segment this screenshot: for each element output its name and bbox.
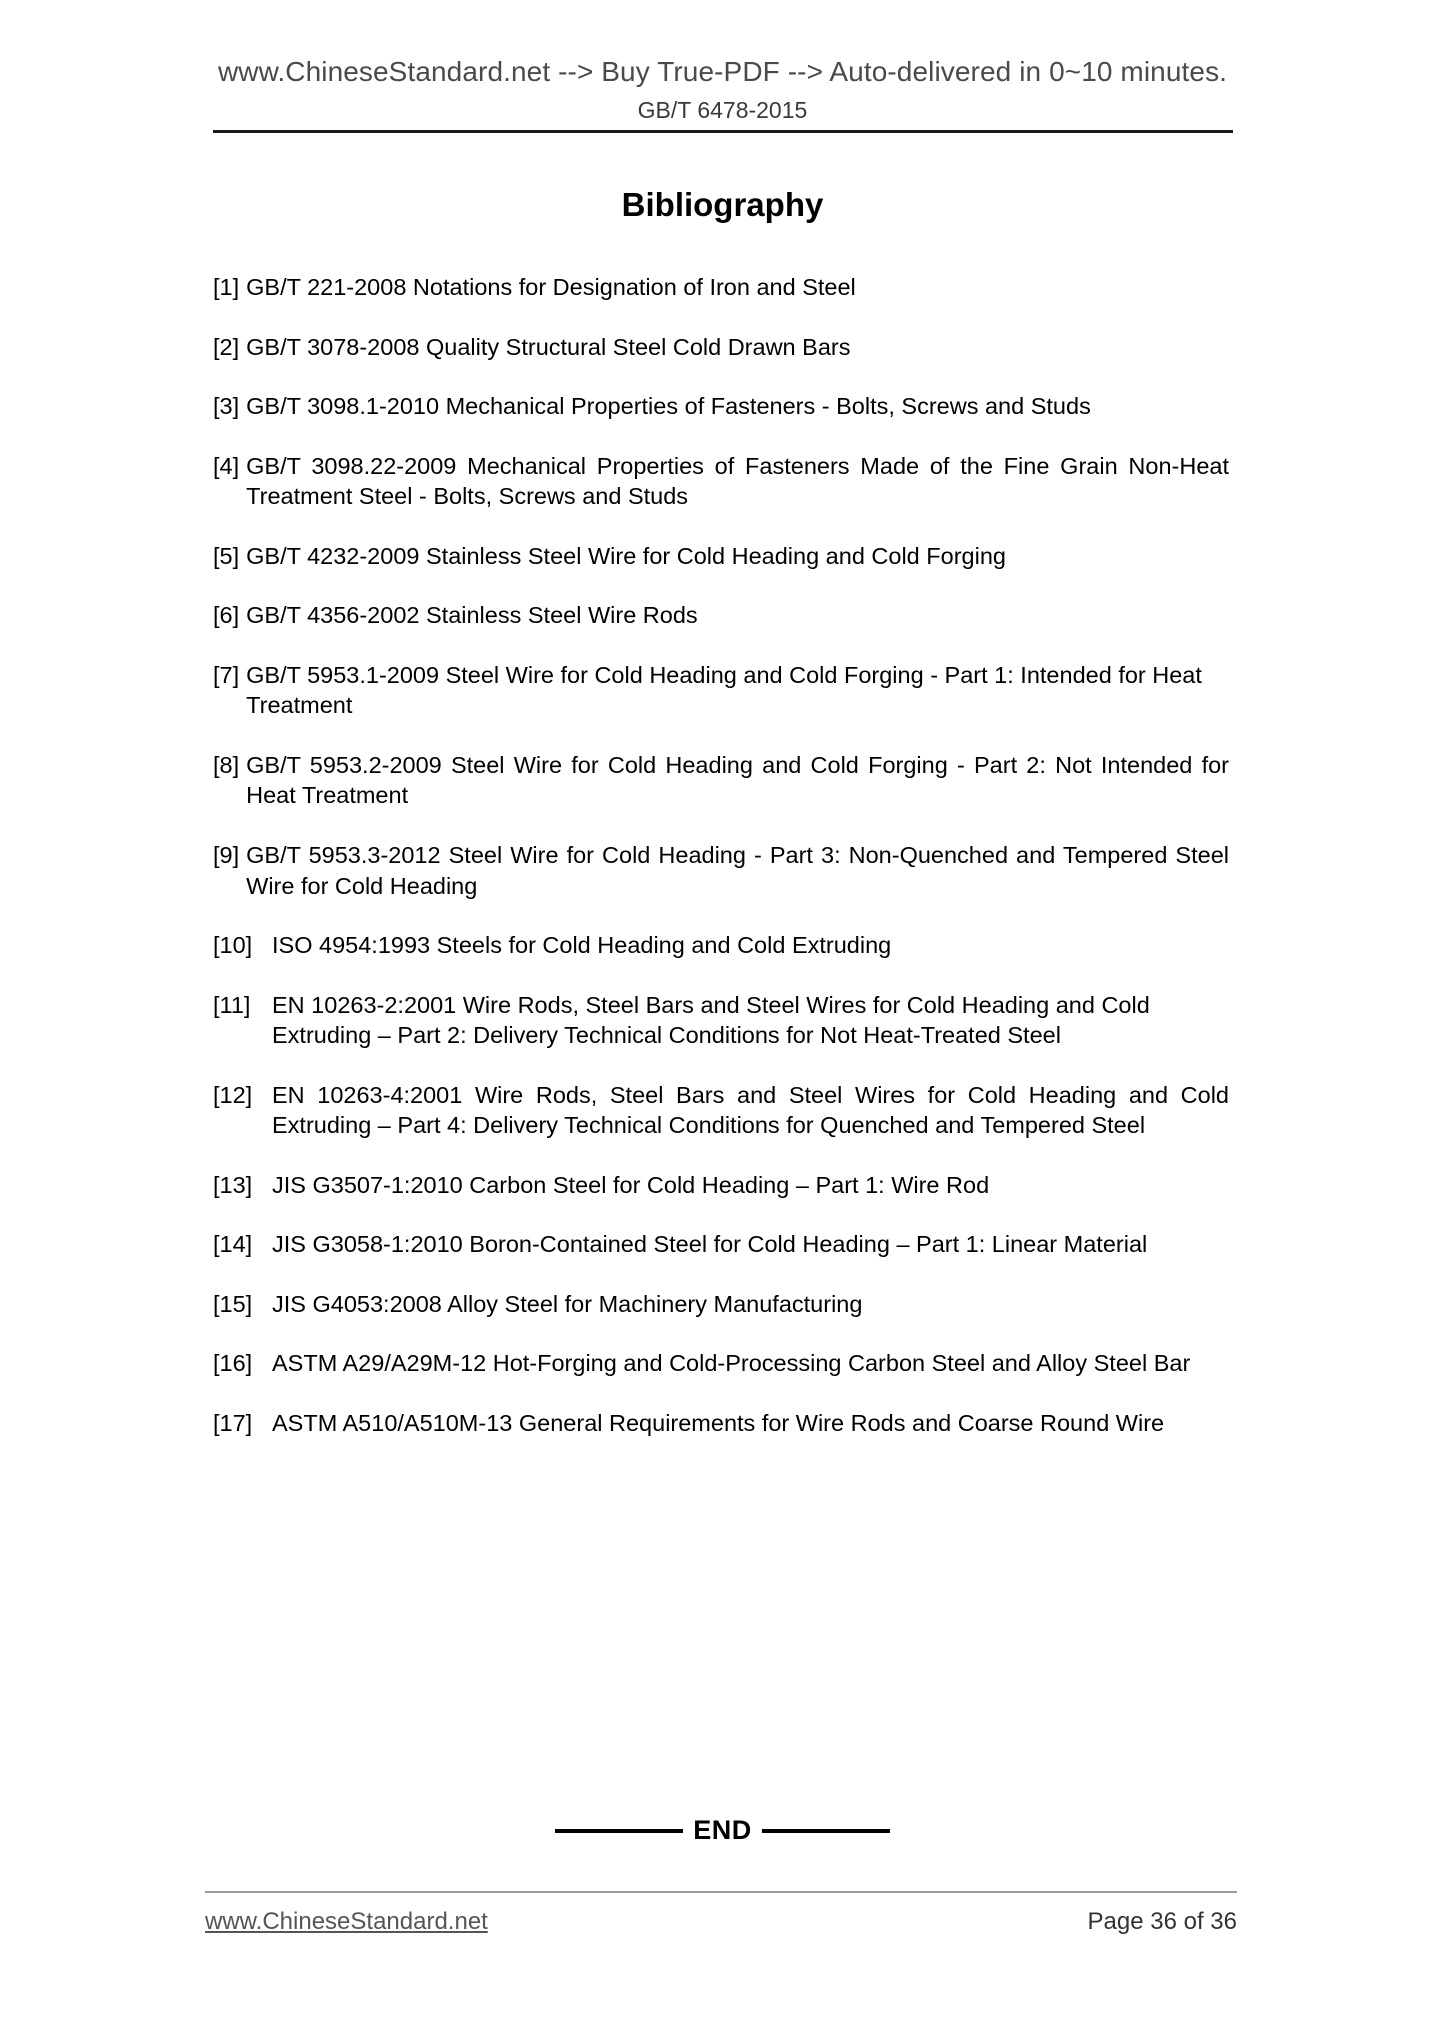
reference-number: [11]: [213, 991, 251, 1018]
bibliography-entry: [213, 1080, 1229, 1141]
reference-number: [16]: [213, 1350, 253, 1377]
end-rule-left: [555, 1829, 683, 1833]
footer-site-link[interactable]: www.ChineseStandard.net: [205, 1908, 488, 1935]
reference-number: [7]: [213, 661, 240, 688]
reference-text: GB/T 3098.22-2009 Mechanical Properties of Fasteners Made of the Fine Grain Non-Heat Treatment Steel - Bolts, Screws and Studs: [246, 452, 1229, 510]
reference-number: [6]: [213, 602, 240, 629]
reference-text: JIS G3507-1:2010 Carbon Steel for Cold Heading – Part 1: Wire Rod: [272, 1171, 990, 1198]
page-title: Bibliography: [621, 186, 824, 223]
end-marker: [0, 1815, 1445, 1846]
end-rule-right: [762, 1829, 890, 1833]
reference-text: JIS G3058-1:2010 Boron-Contained Steel for Cold Heading – Part 1: Linear Material: [272, 1231, 1148, 1258]
reference-text: GB/T 5953.3-2012 Steel Wire for Cold Heading - Part 3: Non-Quenched and Tempered Steel Wire for Cold Heading: [246, 842, 1229, 899]
bibliography-entry: [213, 332, 1229, 363]
bibliography-entry: [213, 451, 1229, 512]
bibliography-entry: [213, 660, 1229, 721]
reference-text: GB/T 5953.1-2009 Steel Wire for Cold Heading and Cold Forging - Part 1: Intended for Heat Treatment: [246, 661, 1202, 719]
reference-number: [10]: [213, 932, 253, 959]
reference-number: [12]: [213, 1081, 253, 1108]
header-standard-number: GB/T 6478-2015: [637, 97, 808, 123]
reference-number: [1]: [213, 274, 240, 300]
reference-number: [3]: [213, 393, 240, 420]
reference-number: [15]: [213, 1290, 253, 1317]
reference-text: GB/T 4356-2002 Stainless Steel Wire Rods: [246, 602, 698, 629]
reference-text: GB/T 221-2008 Notations for Designation of Iron and Steel: [246, 274, 856, 300]
page-footer: [205, 1908, 1237, 1936]
bibliography-entry: [213, 1289, 1229, 1320]
reference-text: ASTM A29/A29M-12 Hot-Forging and Cold-Processing Carbon Steel and Alloy Steel Bar: [272, 1350, 1191, 1377]
end-label: END: [693, 1815, 752, 1845]
reference-text: EN 10263-4:2001 Wire Rods, Steel Bars and Steel Wires for Cold Heading and Cold Extruding – Part 4: Delivery Technical Conditions for Quenched and Tempered Steel: [272, 1081, 1229, 1139]
reference-number: [14]: [213, 1231, 253, 1258]
reference-text: GB/T 3098.1-2010 Mechanical Properties of Fasteners - Bolts, Screws and Studs: [246, 393, 1091, 420]
header-divider: [213, 130, 1233, 133]
reference-number: [8]: [213, 751, 240, 778]
bibliography-entry: [213, 930, 1229, 961]
reference-text: GB/T 5953.2-2009 Steel Wire for Cold Heading and Cold Forging - Part 2: Not Intended for Heat Treatment: [246, 751, 1229, 809]
bibliography-list: [213, 272, 1229, 1468]
bibliography-entry: [213, 750, 1229, 811]
reference-text: ASTM A510/A510M-13 General Requirements for Wire Rods and Coarse Round Wire: [272, 1410, 1165, 1437]
reference-number: [9]: [213, 842, 240, 869]
reference-number: [17]: [213, 1410, 253, 1437]
header-promo-text: www.ChineseStandard.net --> Buy True-PDF --> Auto-delivered in 0~10 minutes.: [217, 56, 1228, 87]
reference-text: JIS G4053:2008 Alloy Steel for Machinery Manufacturing: [272, 1290, 863, 1317]
footer-divider: [205, 1891, 1237, 1893]
reference-text: GB/T 3078-2008 Quality Structural Steel Cold Drawn Bars: [246, 333, 851, 360]
bibliography-entry: [213, 1170, 1229, 1201]
bibliography-entry: [213, 1408, 1229, 1439]
bibliography-entry: [213, 541, 1229, 572]
reference-text: EN 10263-2:2001 Wire Rods, Steel Bars and Steel Wires for Cold Heading and Cold Extruding – Part 2: Delivery Technical Conditions for Not Heat-Treated Steel: [272, 991, 1150, 1049]
reference-number: [13]: [213, 1171, 253, 1198]
reference-number: [4]: [213, 452, 240, 479]
bibliography-entry: [213, 990, 1229, 1051]
reference-text: ISO 4954:1993 Steels for Cold Heading and Cold Extruding: [272, 932, 892, 959]
bibliography-entry: [213, 840, 1229, 901]
bibliography-entry: [213, 1229, 1229, 1260]
bibliography-entry: [213, 600, 1229, 631]
bibliography-entry: [213, 1348, 1229, 1379]
bibliography-entry: [213, 391, 1229, 422]
bibliography-entry: [213, 272, 1229, 303]
reference-text: GB/T 4232-2009 Stainless Steel Wire for Cold Heading and Cold Forging: [246, 542, 1006, 569]
reference-number: [5]: [213, 542, 240, 569]
reference-number: [2]: [213, 333, 240, 360]
footer-page-number: Page 36 of 36: [1087, 1908, 1237, 1935]
page-header: [0, 56, 1445, 133]
